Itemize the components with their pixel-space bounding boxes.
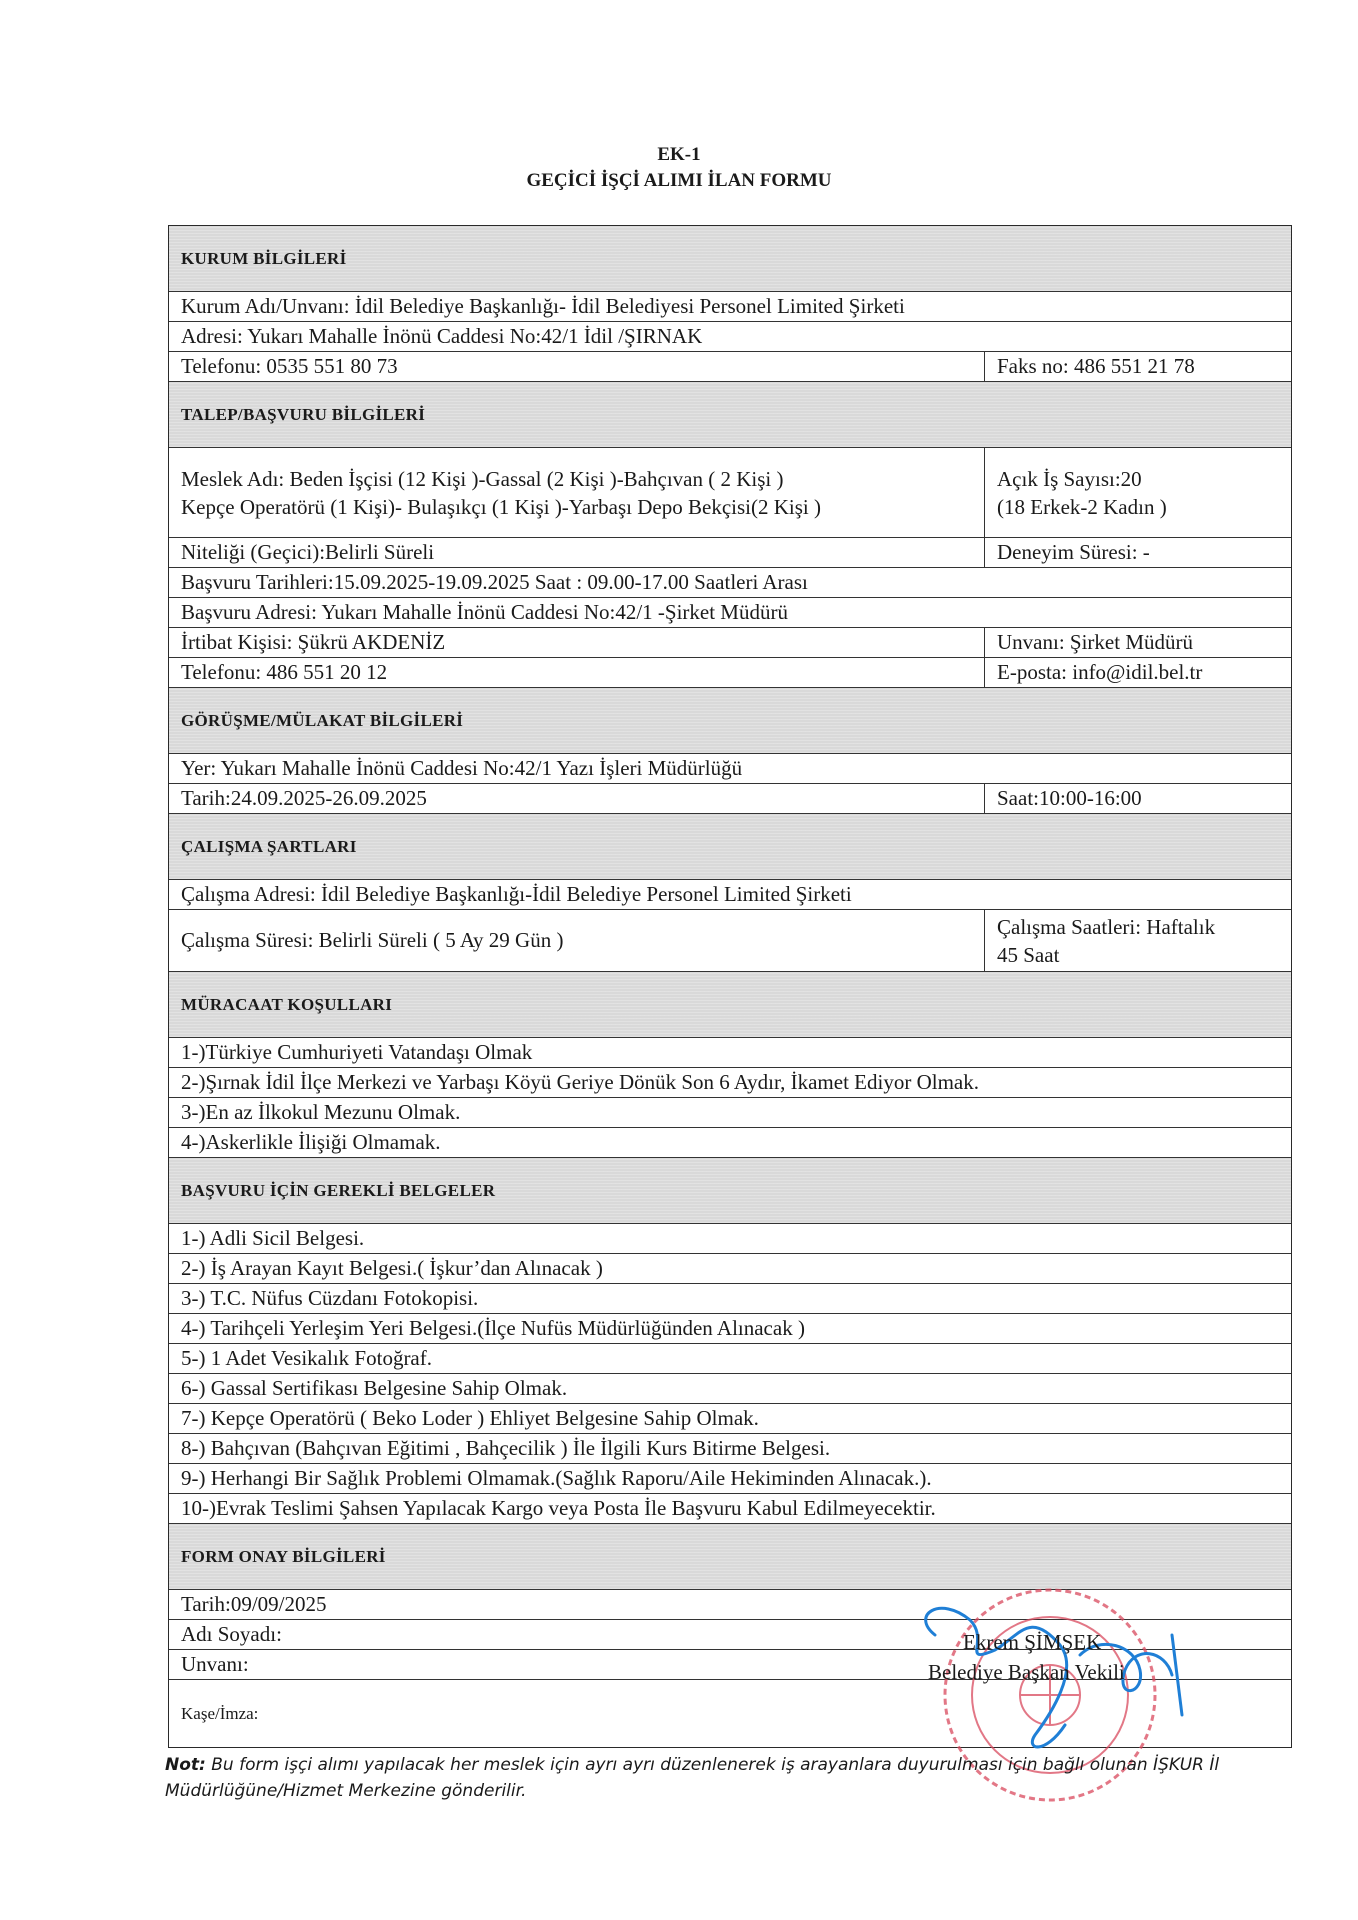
footnote-text: Bu form işçi alımı yapılacak her meslek için ayrı ayrı düzenlenerek iş arayanlara duyurulması için bağlı olunan İŞKUR İl Müdürlüğüne/Hizmet Merkezine gönderilir. [165, 1755, 1220, 1801]
belge-item: 9-) Herhangi Bir Sağlık Problemi Olmamak.(Sağlık Raporu/Aile Hekiminden Alınacak.). [169, 1463, 1291, 1493]
section-belgeler: BAŞVURU İÇİN GEREKLİ BELGELER [169, 1157, 1291, 1223]
belge-item: 6-) Gassal Sertifikası Belgesine Sahip Olmak. [169, 1373, 1291, 1403]
form-code: EK-1 [657, 144, 701, 165]
basvuru-tarihleri: Başvuru Tarihleri:15.09.2025-19.09.2025 Saat : 09.00-17.00 Saatleri Arası [169, 567, 1291, 597]
calisma-saatleri [985, 910, 1291, 971]
belge-item: 5-) 1 Adet Vesikalık Fotoğraf. [169, 1343, 1291, 1373]
kurum-faks: Faks no: 486 551 21 78 [997, 354, 1195, 378]
irtibat-unvan: Unvanı: Şirket Müdürü [997, 630, 1193, 654]
kurum-adi: Kurum Adı/Unvanı: İdil Belediye Başkanlığı- İdil Belediyesi Personel Limited Şirketi [169, 291, 1291, 321]
belge-item: 10-)Evrak Teslimi Şahsen Yapılacak Kargo veya Posta İle Başvuru Kabul Edilmeyecektir. [169, 1493, 1291, 1523]
meslek-adi [169, 448, 985, 537]
talep-eposta: E-posta: info@idil.bel.tr [997, 660, 1203, 684]
section-onay: FORM ONAY BİLGİLERİ [169, 1523, 1291, 1589]
form-title: GEÇİCİ İŞÇİ ALIMI İLAN FORMU [526, 170, 832, 191]
irtibat-row [169, 627, 1291, 657]
belge-item: 3-) T.C. Nüfus Cüzdanı Fotokopisi. [169, 1283, 1291, 1313]
section-talep: TALEP/BAŞVURU BİLGİLERİ [169, 381, 1291, 447]
section-gorusme: GÖRÜŞME/MÜLAKAT BİLGİLERİ [169, 687, 1291, 753]
irtibat-kisisi: İrtibat Kişisi: Şükrü AKDENİZ [169, 628, 985, 657]
calisma-saatleri-line-1: Çalışma Saatleri: Haftalık [997, 914, 1216, 939]
belge-item: 2-) İş Arayan Kayıt Belgesi.( İşkur’dan Alınacak ) [169, 1253, 1291, 1283]
gorusme-saat: Saat:10:00-16:00 [997, 786, 1142, 810]
meslek-line-2: Kepçe Operatörü (1 Kişi)- Bulaşıkçı (1 Kişi )-Yarbaşı Depo Bekçisi(2 Kişi ) [181, 494, 821, 519]
niteligi: Niteliği (Geçici):Belirli Süreli [169, 538, 985, 567]
gorusme-yer: Yer: Yukarı Mahalle İnönü Caddesi No:42/1 Yazı İşleri Müdürlüğü [169, 753, 1291, 783]
signer-title: Belediye Başkan Vekili [928, 1660, 1125, 1684]
nitelik-row [169, 537, 1291, 567]
onay-unvani: Unvanı: [169, 1649, 1291, 1679]
deneyim-suresi: Deneyim Süresi: - [997, 540, 1150, 564]
gorusme-tarih-row [169, 783, 1291, 813]
acik-is-sayisi [985, 448, 1291, 537]
calisma-adresi: Çalışma Adresi: İdil Belediye Başkanlığı-İdil Belediye Personel Limited Şirketi [169, 879, 1291, 909]
acik-is-line-2: (18 Erkek-2 Kadın ) [997, 494, 1167, 519]
meslek-line-1: Meslek Adı: Beden İşçisi (12 Kişi )-Gassal (2 Kişi )-Bahçıvan ( 2 Kişi ) [181, 466, 784, 491]
kurum-contact-row [169, 351, 1291, 381]
section-muracaat: MÜRACAAT KOŞULLARI [169, 971, 1291, 1037]
muracaat-item: 1-)Türkiye Cumhuriyeti Vatandaşı Olmak [169, 1037, 1291, 1067]
onay-adi-soyadi: Adı Soyadı: [169, 1619, 1291, 1649]
talep-contact-row [169, 657, 1291, 687]
basvuru-adresi: Başvuru Adresi: Yukarı Mahalle İnönü Caddesi No:42/1 -Şirket Müdürü [169, 597, 1291, 627]
kurum-telefon: Telefonu: 0535 551 80 73 [169, 352, 985, 381]
belge-item: 7-) Kepçe Operatörü ( Beko Loder ) Ehliyet Belgesine Sahip Olmak. [169, 1403, 1291, 1433]
gorusme-tarih: Tarih:24.09.2025-26.09.2025 [169, 784, 985, 813]
belge-item: 4-) Tarihçeli Yerleşim Yeri Belgesi.(İlçe Nufüs Müdürlüğünden Alınacak ) [169, 1313, 1291, 1343]
section-kurum: KURUM BİLGİLERİ [169, 226, 1291, 291]
acik-is-line-1: Açık İş Sayısı:20 [997, 466, 1142, 491]
muracaat-item: 4-)Askerlikle İlişiği Olmamak. [169, 1127, 1291, 1157]
belge-item: 8-) Bahçıvan (Bahçıvan Eğitimi , Bahçecilik ) İle İlgili Kurs Bitirme Belgesi. [169, 1433, 1291, 1463]
talep-telefon: Telefonu: 486 551 20 12 [169, 658, 985, 687]
footnote-label: Not: [165, 1755, 206, 1775]
belge-item: 1-) Adli Sicil Belgesi. [169, 1223, 1291, 1253]
calisma-suresi: Çalışma Süresi: Belirli Süreli ( 5 Ay 29 Gün ) [169, 910, 985, 971]
section-calisma: ÇALIŞMA ŞARTLARI [169, 813, 1291, 879]
muracaat-item: 3-)En az İlkokul Mezunu Olmak. [169, 1097, 1291, 1127]
application-form [168, 225, 1292, 1748]
signer-name: Ekrem ŞİMŞEK [963, 1630, 1102, 1654]
footnote [165, 1752, 1285, 1804]
calisma-saatleri-line-2: 45 Saat [997, 942, 1060, 967]
kurum-adres: Adresi: Yukarı Mahalle İnönü Caddesi No:42/1 İdil /ŞIRNAK [169, 321, 1291, 351]
onay-tarih: Tarih:09/09/2025 [169, 1589, 1291, 1619]
onay-kase-imza: Kaşe/İmza: [169, 1679, 1291, 1747]
calisma-sure-row [169, 909, 1291, 971]
meslek-row [169, 447, 1291, 537]
muracaat-item: 2-)Şırnak İdil İlçe Merkezi ve Yarbaşı Köyü Geriye Dönük Son 6 Aydır, İkamet Ediyor Olmak. [169, 1067, 1291, 1097]
